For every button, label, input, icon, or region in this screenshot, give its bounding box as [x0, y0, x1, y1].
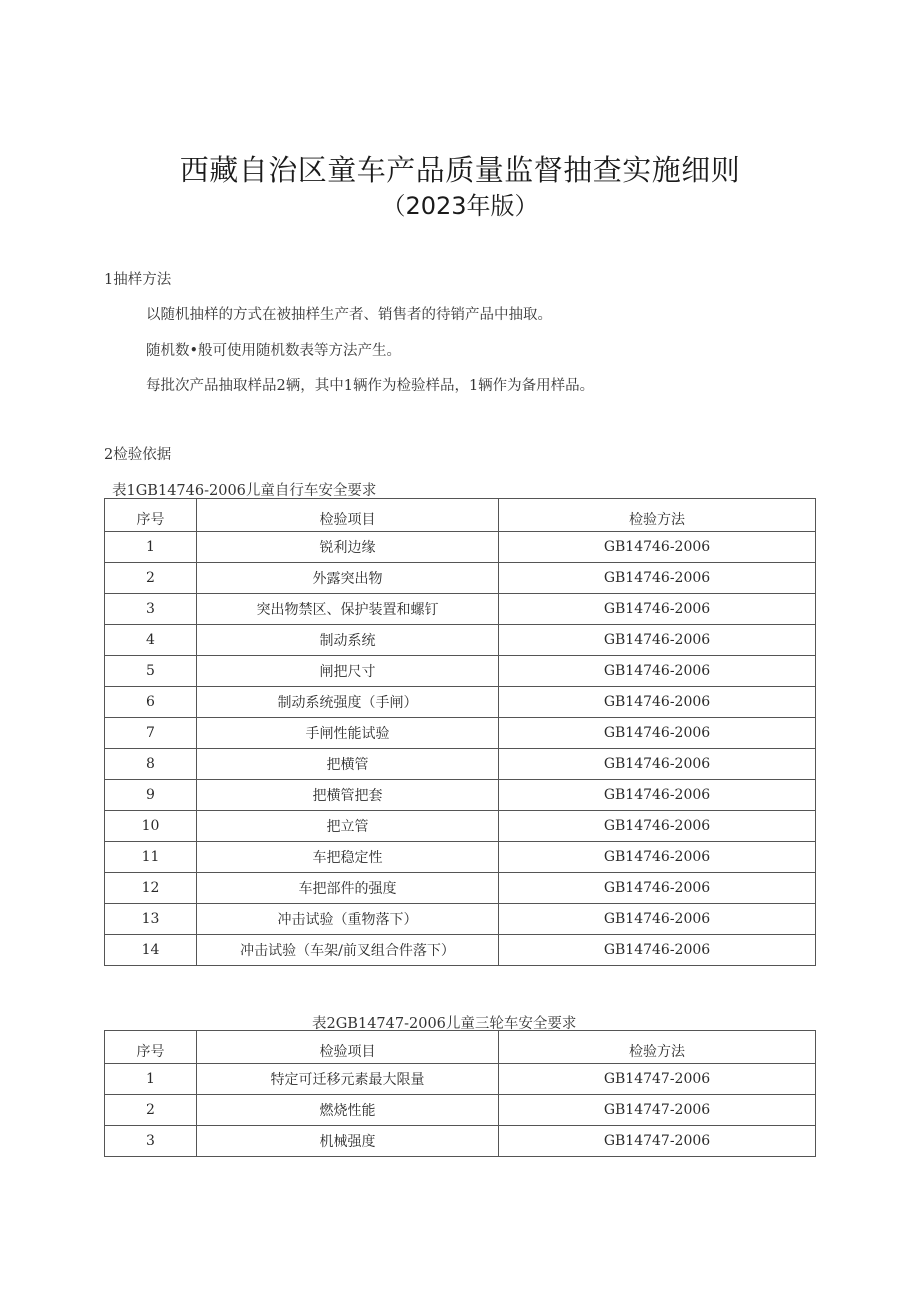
cell-method: GB14746-2006: [499, 594, 816, 625]
table-row: [105, 532, 816, 563]
cell-method: GB14747-2006: [499, 1064, 816, 1095]
table-header-row: [105, 1031, 816, 1064]
header-method: 检验方法: [499, 1031, 816, 1064]
cell-item: 车把部件的强度: [197, 873, 499, 904]
table-row: [105, 873, 816, 904]
cell-index: 9: [105, 780, 197, 811]
cell-item: 把立管: [197, 811, 499, 842]
cell-index: 5: [105, 656, 197, 687]
cell-method: GB14746-2006: [499, 563, 816, 594]
cell-item: 冲击试验（重物落下）: [197, 904, 499, 935]
cell-method: GB14746-2006: [499, 718, 816, 749]
cell-item: 特定可迁移元素最大限量: [197, 1064, 499, 1095]
cell-index: 1: [105, 532, 197, 563]
cell-index: 12: [105, 873, 197, 904]
table-row: [105, 780, 816, 811]
table-row: [105, 935, 816, 966]
cell-method: GB14746-2006: [499, 625, 816, 656]
cell-item: 制动系统: [197, 625, 499, 656]
cell-index: 2: [105, 563, 197, 594]
cell-item: 闸把尺寸: [197, 656, 499, 687]
cell-index: 11: [105, 842, 197, 873]
cell-method: GB14746-2006: [499, 532, 816, 563]
cell-item: 把横管把套: [197, 780, 499, 811]
table2-caption: 表2GB14747-2006儿童三轮车安全要求: [312, 1016, 577, 1032]
cell-item: 机械强度: [197, 1126, 499, 1157]
cell-item: 燃烧性能: [197, 1095, 499, 1126]
section1-paragraph-1: 以随机抽样的方式在被抽样生产者、销售者的待销产品中抽取。: [146, 307, 552, 323]
cell-method: GB14746-2006: [499, 873, 816, 904]
cell-item: 手闸性能试验: [197, 718, 499, 749]
table-row: [105, 811, 816, 842]
cell-method: GB14747-2006: [499, 1095, 816, 1126]
cell-index: 2: [105, 1095, 197, 1126]
cell-index: 13: [105, 904, 197, 935]
table-row: [105, 594, 816, 625]
cell-index: 4: [105, 625, 197, 656]
cell-index: 3: [105, 594, 197, 625]
cell-method: GB14746-2006: [499, 935, 816, 966]
table-row: [105, 563, 816, 594]
cell-index: 10: [105, 811, 197, 842]
table-row: [105, 687, 816, 718]
table-row: [105, 1064, 816, 1095]
header-method: 检验方法: [499, 499, 816, 532]
table-row: [105, 842, 816, 873]
cell-method: GB14746-2006: [499, 811, 816, 842]
cell-item: 突出物禁区、保护装置和螺钉: [197, 594, 499, 625]
table2: [104, 1030, 816, 1157]
cell-item: 把横管: [197, 749, 499, 780]
table-row: [105, 749, 816, 780]
table-row: [105, 718, 816, 749]
table-row: [105, 1095, 816, 1126]
cell-index: 8: [105, 749, 197, 780]
header-index: 序号: [105, 499, 197, 532]
section2-heading: 2检验依据: [104, 447, 172, 463]
header-item: 检验项目: [197, 499, 499, 532]
cell-index: 1: [105, 1064, 197, 1095]
header-index: 序号: [105, 1031, 197, 1064]
cell-item: 冲击试验（车架/前叉组合件落下）: [197, 935, 499, 966]
document-title: 西藏自治区童车产品质量监督抽查实施细则: [179, 153, 741, 187]
table1: [104, 498, 816, 966]
cell-index: 3: [105, 1126, 197, 1157]
cell-method: GB14746-2006: [499, 687, 816, 718]
table-row: [105, 656, 816, 687]
section1-heading: 1抽样方法: [104, 272, 172, 288]
cell-item: 外露突出物: [197, 563, 499, 594]
cell-method: GB14746-2006: [499, 842, 816, 873]
cell-method: GB14746-2006: [499, 656, 816, 687]
table-header-row: [105, 499, 816, 532]
cell-method: GB14746-2006: [499, 904, 816, 935]
section1-paragraph-2: 随机数•般可使用随机数表等方法产生。: [146, 343, 402, 359]
cell-item: 制动系统强度（手闸）: [197, 687, 499, 718]
document-subtitle: （2023年版）: [381, 192, 539, 220]
header-item: 检验项目: [197, 1031, 499, 1064]
table1-caption: 表1GB14746-2006儿童自行车安全要求: [112, 483, 377, 499]
cell-index: 14: [105, 935, 197, 966]
cell-method: GB14746-2006: [499, 749, 816, 780]
section1-paragraph-3: 每批次产品抽取样品2辆，其中1辆作为检验样品，1辆作为备用样品。: [146, 378, 595, 394]
cell-method: GB14747-2006: [499, 1126, 816, 1157]
cell-item: 车把稳定性: [197, 842, 499, 873]
table-row: [105, 904, 816, 935]
table-row: [105, 625, 816, 656]
cell-index: 6: [105, 687, 197, 718]
cell-index: 7: [105, 718, 197, 749]
cell-method: GB14746-2006: [499, 780, 816, 811]
cell-item: 锐利边缘: [197, 532, 499, 563]
table-row: [105, 1126, 816, 1157]
